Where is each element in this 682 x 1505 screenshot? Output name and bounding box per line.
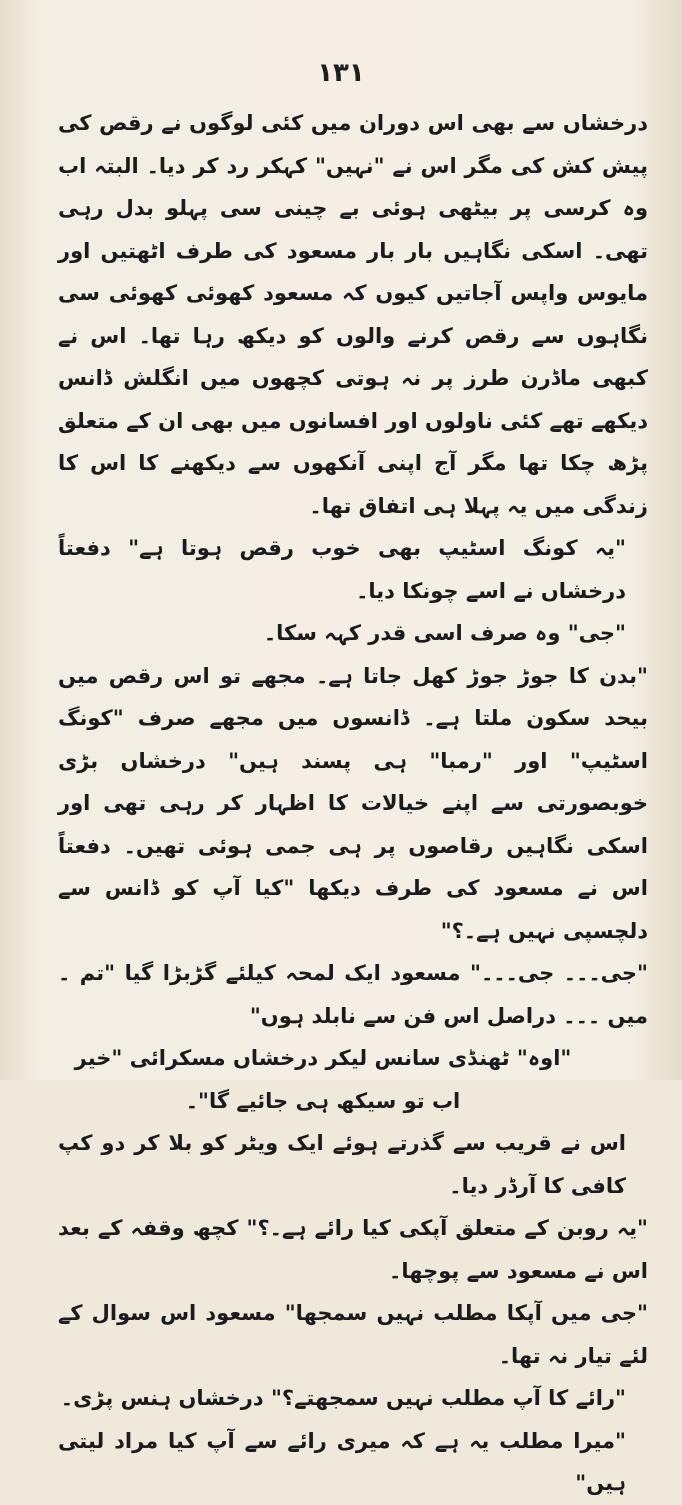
paragraph-5: "جی۔۔۔ جی۔۔۔" مسعود ایک لمحہ کیلئے گڑبڑا گیا "تم ۔ میں ۔۔۔ دراصل اس فن سے نابلد ہوں" [58,961,648,1028]
paragraph-4: "بدن کا جوڑ جوڑ کھل جاتا ہے۔ مجھے تو اس رقص میں بیحد سکون ملتا ہے۔ ڈانسوں میں مجھے صرف "کونگ اسٹیپ" اور "رمبا" ہی پسند ہیں" درخشاں بڑی خوبصورتی سے اپنے خیالات کا اظہار کر رہی تھی اور اسکی نگاہیں رقاصوں پر ہی جمی ہوئی تھیں۔ دفعتاً اس نے مسعود کی طرف دیکھا "کیا آپ کو ڈانس سے دلچسپی نہیں ہے۔؟" [58,663,648,943]
paragraph-8: "یہ روبن کے متعلق آپکی کیا رائے ہے۔؟" کچھ وقفہ کے بعد اس نے مسعود سے پوچھا۔ [58,1216,648,1283]
paragraph-6: "اوہ" ٹھنڈی سانس لیکر درخشاں مسکرائی "خیر اب تو سیکھ ہی جائیے گا"۔ [74,1046,572,1113]
paragraph-2: "یہ کونگ اسٹیپ بھی خوب رقص ہوتا ہے" دفعتاً درخشاں نے اسے چونکا دیا۔ [58,536,626,603]
paragraph-3: "جی" وہ صرف اسی قدر کہہ سکا۔ [263,621,626,645]
paragraph-1: درخشاں سے بھی اس دوران میں کئی لوگوں نے رقص کی پیش کش کی مگر اس نے "نہیں" کہکر رد کر دیا۔ البتہ اب وہ کرسی پر بیٹھی ہوئی بے چینی سی پہلو بدل رہی تھی۔ اسکی نگاہیں بار بار مسعود کی طرف اٹھتیں اور مایوس واپس آجاتیں کیوں کہ مسعود کھوئی کھوئی سی نگاہوں سے رقص کرنے والوں کو دیکھ رہا تھا۔ اس نے کبھی ماڈرن طرز پر نہ ہوتی کچھوں میں انگلش ڈانس دیکھے تھے کئی ناولوں اور افسانوں میں بھی ان کے متعلق پڑھ چکا تھا مگر آج اپنی آنکھوں سے دیکھنے کا اس کا زندگی میں یہ پہلا ہی اتفاق تھا۔ [58,111,648,518]
paragraph-9: "جی میں آپکا مطلب نہیں سمجھا" مسعود اس سوال کے لئے تیار نہ تھا۔ [58,1301,648,1368]
page-number: ۱۳۱ [317,58,365,88]
paragraph-11: "میرا مطلب یہ ہے کہ میری رائے سے آپ کیا مراد لیتی ہیں" [58,1428,626,1495]
paragraph-7: اس نے قریب سے گذرتے ہوئے ایک ویٹر کو بلا کر دو کپ کافی کا آرڈر دیا۔ [58,1131,626,1198]
page-body-text [58,102,648,1505]
paragraph-10: "رائے کا آپ مطلب نہیں سمجھتے؟" درخشاں ہنس پڑی۔ [60,1386,626,1410]
